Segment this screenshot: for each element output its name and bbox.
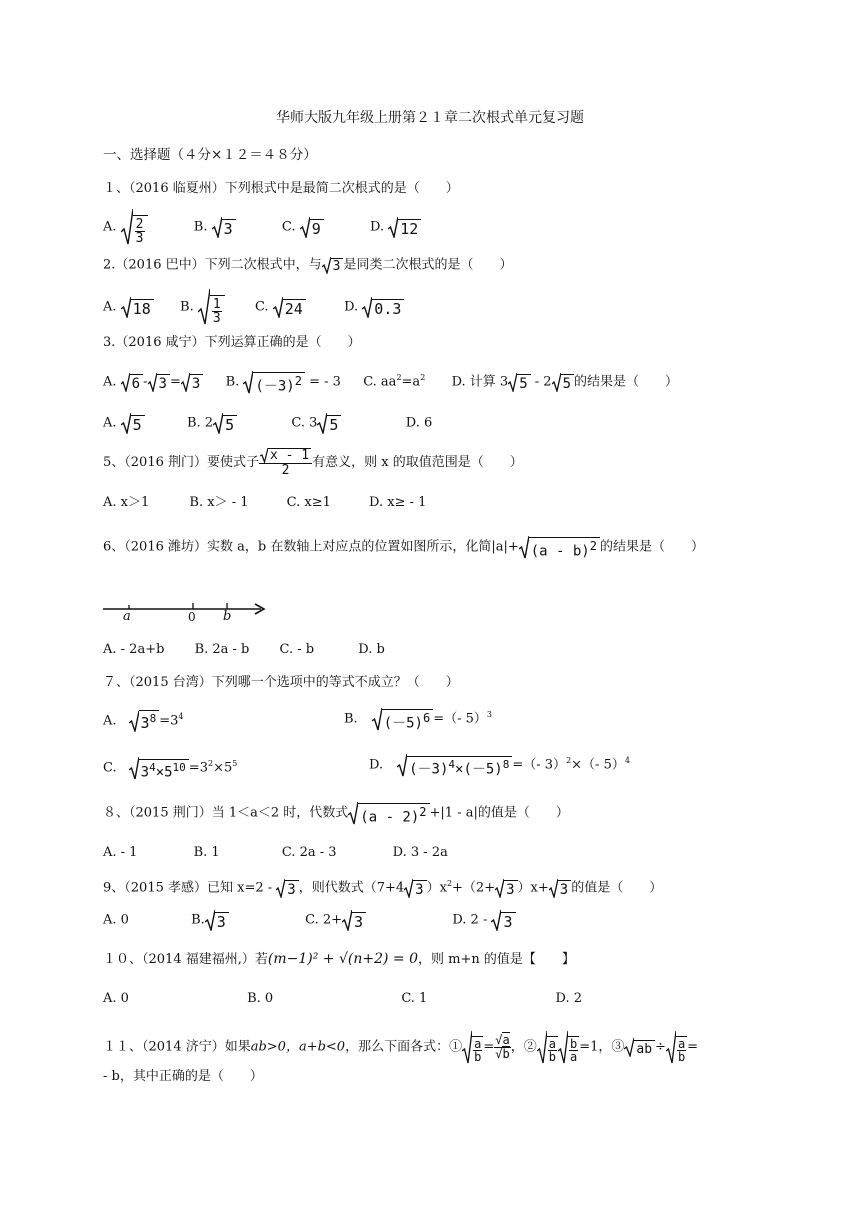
- question-6-stem: 6、（2016 潍坊）实数 a，b 在数轴上对应点的位置如图所示，化简|a|+ (a - b)$^2$ 的结果是（ ）: [103, 535, 704, 559]
- radical: 9: [300, 216, 324, 238]
- option-c-label: C.: [254, 299, 269, 315]
- question-3-stem: 3.（2016 咸宁）下列运算正确的是（ ）: [103, 335, 361, 350]
- radical: 18: [121, 296, 154, 318]
- radical: $\frac{b}{a}$: [558, 1030, 579, 1064]
- radical: 3: [404, 878, 426, 898]
- axis-label-b: b: [223, 609, 232, 624]
- question-7-stem: ７、（2015 台湾）下列哪一个选项中的等式不成立？（ ）: [103, 675, 459, 690]
- question-8-stem: ８、（2015 荆门）当 1＜a＜2 时，代数式 (a - 2)$^2$ +|1 - a|的值是（ ）: [103, 801, 569, 825]
- question-2-options: [103, 288, 404, 326]
- question-10-stem: １０、（2014 福建福州,）若(m−1)² + √(n+2) = 0，则 m+n 的值是【 】: [103, 951, 575, 967]
- number-line: [103, 600, 273, 628]
- option-a-label: A.: [103, 219, 117, 235]
- radical: $\frac{a}{b}$: [537, 1030, 558, 1064]
- question-3-options: A. 6 - 3 = 3 B. $(-3)^2$ = - 3 C. $aa^2=a^2$ D. 计算 3 5 - 2 5 的结果是（ ）: [103, 370, 678, 394]
- option-d-label: D.: [370, 219, 385, 235]
- question-11-stem-continued: - b，其中正确的是（ ）: [103, 1069, 263, 1084]
- radical: (a - 2)$^2$: [348, 801, 429, 825]
- option-b-label: B.: [180, 299, 194, 315]
- question-7-option-b: B. $(-5)^6$ =（- 5）$^3$: [344, 707, 492, 731]
- radical: 24: [273, 296, 306, 318]
- radical: 3: [148, 372, 170, 392]
- question-2-stem: 2.（2016 巴中）下列二次根式中，与 3 是同类二次根式的是（ ）: [103, 257, 513, 275]
- question-7-option-d: D. $(-3)^4\times(-5)^8$ =（- 3）$^2$×（- 5）$^4$: [369, 753, 630, 777]
- question-7-option-c: C. $3^4\times 5^{10}$ $=3^2\times 5^5$: [103, 756, 237, 780]
- option-c-label: C.: [281, 219, 296, 235]
- question-1-options: [103, 208, 421, 246]
- radical: $(-3)^2$: [243, 370, 305, 394]
- option-a-label: A.: [103, 299, 117, 315]
- radical: 5: [121, 412, 145, 434]
- fraction: $\frac{x - 1}{2}$: [259, 447, 312, 478]
- radical: 3: [549, 878, 571, 898]
- question-4-options: A. 5 B. 2 5 C. 3 5 D. 6: [103, 412, 432, 434]
- radical: ab: [624, 1037, 655, 1057]
- section-heading: 一、选择题（４分×１２＝４８分）: [103, 147, 317, 163]
- question-6-options: A. - 2a+b B. 2a - b C. - b D. b: [103, 642, 385, 657]
- option-d-label: D.: [344, 299, 359, 315]
- radical: 3: [342, 909, 366, 931]
- radical: $(-3)^4\times(-5)^8$: [397, 753, 512, 777]
- radical: $\frac{a}{b}$: [666, 1030, 687, 1064]
- radical: $\frac{2}{3}$: [121, 208, 148, 246]
- radical: 3: [212, 216, 236, 238]
- option-b-label: B.: [193, 219, 208, 235]
- question-5-stem: 5、（2016 荆门）要使式子 $\frac{x - 1}{2}$ 有意义，则 x 的取值范围是（ ）: [103, 448, 523, 478]
- radical: 3: [181, 372, 203, 392]
- radical: 3: [205, 909, 229, 931]
- radical: $3^4\times 5^{10}$: [129, 756, 189, 780]
- radical: 5: [317, 412, 341, 434]
- radical: 5: [552, 372, 574, 392]
- radical: 0.3: [362, 296, 404, 318]
- fraction: $\frac{√a}{√b}$: [495, 1032, 510, 1061]
- radical: $\frac{1}{3}$: [198, 288, 225, 326]
- question-9-stem: 9、（2015 孝感）已知 x=2 - 3 ，则代数式（7+4 3 ）$x^2+(2+$ 3 ）x+ 3 的值是（ ）: [103, 879, 663, 899]
- question-5-options: A. x＞1 B. x＞ - 1 C. x≥1 D. x≥ - 1: [103, 495, 427, 510]
- page-title: 华师大版九年级上册第２１章二次根式单元复习题: [276, 110, 584, 126]
- radical: 5: [508, 372, 530, 392]
- question-7-option-a: A. $3^8$ $=3^4$: [103, 710, 183, 732]
- question-11-stem: １１、（2014 济宁）如果ab>0，a+b<0，那么下面各式：① $\frac{a}{b}$ = $\frac{√a}{√b}$ ，② $\frac{a}{b}$ $\frac{b}{a}$ =1，③ ab ÷ $\frac{a}{b}$ =: [103, 1030, 698, 1064]
- radical: 3: [322, 256, 344, 274]
- axis-label-zero: 0: [188, 610, 196, 624]
- radical: 3: [495, 878, 517, 898]
- radical: (a - b)$^2$: [519, 535, 600, 559]
- axis-label-a: a: [123, 609, 131, 624]
- radical: $\frac{a}{b}$: [462, 1030, 483, 1064]
- radical: 3: [491, 909, 515, 931]
- equation: (m−1)² + √(n+2) = 0: [267, 951, 418, 967]
- question-8-options: A. - 1 B. 1 C. 2a - 3 D. 3 - 2a: [103, 845, 448, 860]
- question-1-stem: １、（2016 临夏州）下列根式中是最简二次根式的是（ ）: [103, 181, 459, 196]
- radical: 3: [276, 878, 298, 898]
- radical: $(-5)^6$: [372, 707, 434, 731]
- question-10-options: A. 0 B. 0 C. 1 D. 2: [103, 991, 582, 1006]
- radical: 5: [213, 412, 237, 434]
- question-9-options: A. 0 B. 3 C. 2+ 3 D. 2 - 3: [103, 909, 516, 931]
- radical: $3^8$: [129, 710, 160, 732]
- radical: 6: [121, 372, 143, 392]
- radical: 12: [388, 216, 421, 238]
